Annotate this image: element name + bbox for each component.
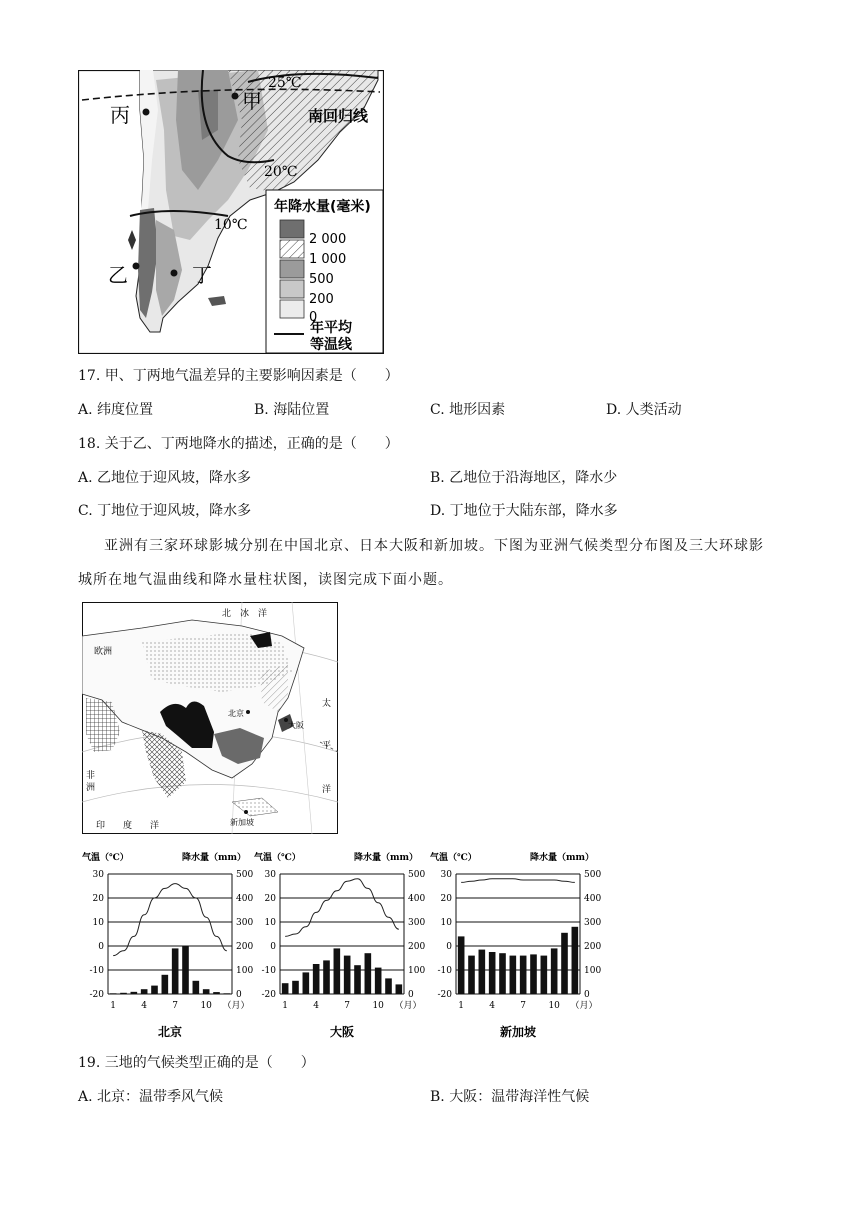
precip-bar (323, 960, 330, 994)
month-tick-label: 1 (458, 1001, 465, 1011)
precip-tick-label: 300 (236, 918, 254, 928)
precip-tick-label: 200 (584, 942, 602, 952)
q17-option-c[interactable]: C. 地形因素 (430, 402, 506, 418)
month-tick-label: 7 (344, 1001, 351, 1011)
temp-tick-label: 20 (440, 894, 452, 904)
precip-bar (282, 983, 289, 994)
precip-tick-label: 500 (236, 870, 254, 880)
temp-tick-label: 30 (92, 870, 104, 880)
svg-text:等温线: 等温线 (310, 337, 352, 353)
precip-bar (303, 972, 310, 994)
precip-bar (141, 989, 148, 994)
temperature-curve (285, 879, 399, 937)
temp-axis-label: 气温（℃） (82, 853, 129, 863)
label-pacific-2: 平 (322, 741, 332, 751)
question-17-stem: 17. 甲、丁两地气温差异的主要影响因素是（ ） (78, 368, 399, 384)
precip-bar (520, 956, 527, 994)
precip-bar (203, 989, 210, 994)
temp-tick-label: -20 (89, 990, 104, 1000)
q19-option-a[interactable]: A. 北京：温带季风气候 (78, 1089, 224, 1105)
svg-text:1 000: 1 000 (309, 252, 347, 267)
precip-tick-label: 100 (236, 966, 254, 976)
month-tick-label: 4 (313, 1001, 320, 1011)
precip-bar (385, 978, 392, 994)
month-tick-label: 4 (141, 1001, 148, 1011)
precip-bar (292, 981, 299, 994)
q19-option-b[interactable]: B. 大阪：温带海洋性气候 (430, 1089, 590, 1105)
climate-charts (78, 846, 618, 1042)
precip-tick-label: 300 (408, 918, 426, 928)
month-unit-label: （月） (394, 1001, 422, 1011)
temp-tick-label: 10 (264, 918, 276, 928)
chart-title: 新加坡 (499, 1025, 537, 1039)
temp-tick-label: 30 (264, 870, 276, 880)
precip-bar (224, 993, 231, 994)
month-tick-label: 10 (372, 1001, 384, 1011)
label-osaka: 大阪 (288, 721, 304, 730)
point-jia (232, 93, 239, 100)
precip-bar (151, 986, 158, 994)
month-unit-label: （月） (222, 1001, 250, 1011)
label-ding: 丁 (192, 263, 212, 287)
precip-tick-label: 500 (584, 870, 602, 880)
q18-option-c[interactable]: C. 丁地位于迎风坡，降水多 (78, 503, 252, 519)
label-arctic: 北 冰 洋 (222, 609, 268, 619)
precip-tick-label: 200 (408, 942, 426, 952)
precip-bar (510, 956, 517, 994)
precip-bar (365, 953, 372, 994)
precip-tick-label: 400 (408, 894, 426, 904)
label-bing: 丙 (110, 103, 130, 127)
precip-bar (182, 946, 189, 994)
question-19-stem: 19. 三地的气候类型正确的是（ ） (78, 1055, 315, 1071)
temp-tick-label: 20 (92, 894, 104, 904)
precip-bar (479, 950, 486, 994)
label-25c: 25℃ (268, 75, 302, 91)
temperature-curve (113, 884, 227, 956)
precip-axis-label: 降水量（mm） (354, 853, 419, 863)
month-tick-label: 1 (282, 1001, 289, 1011)
temp-tick-label: 0 (446, 942, 452, 952)
label-singapore: 新加坡 (230, 818, 254, 827)
precip-tick-label: 100 (584, 966, 602, 976)
precip-bar (375, 968, 382, 994)
passage-line-1: 亚洲有三家环球影城分别在中国北京、日本大阪和新加坡。下图为亚洲气候类型分布图及三大环球影 (104, 538, 764, 554)
label-beijing: 北京 (228, 709, 244, 718)
precip-tick-label: 0 (584, 990, 590, 1000)
label-indian-ocean: 印 度 洋 (96, 821, 160, 831)
passage-line-2: 城所在地气温曲线和降水量柱状图，读图完成下面小题。 (78, 572, 453, 588)
label-20c: 20℃ (264, 164, 298, 180)
precip-bar (193, 981, 200, 994)
precip-bar (131, 992, 138, 994)
precip-axis-label: 降水量（mm） (182, 853, 247, 863)
precip-tick-label: 500 (408, 870, 426, 880)
chart-title: 北京 (157, 1025, 183, 1039)
svg-text:年降水量(毫米): 年降水量(毫米) (274, 199, 371, 215)
precip-bar (572, 927, 579, 994)
precip-tick-label: 300 (584, 918, 602, 928)
precip-bar (499, 953, 506, 994)
precip-bar (344, 956, 351, 994)
question-18-stem: 18. 关于乙、丁两地降水的描述，正确的是（ ） (78, 436, 399, 452)
temp-tick-label: 0 (98, 942, 104, 952)
temp-axis-label: 气温（℃） (254, 853, 301, 863)
precip-bar (213, 992, 220, 994)
label-africa-2: 洲 (86, 783, 96, 793)
precip-bar (489, 952, 496, 994)
label-10c: 10℃ (214, 217, 248, 233)
month-tick-label: 4 (489, 1001, 496, 1011)
label-pacific-1: 太 (322, 699, 332, 709)
precip-bar (541, 956, 548, 994)
precip-bar (396, 984, 403, 994)
month-tick-label: 10 (548, 1001, 560, 1011)
beijing-dot (246, 710, 250, 714)
temp-tick-label: 20 (264, 894, 276, 904)
precip-bar (530, 954, 537, 994)
temp-tick-label: 0 (270, 942, 276, 952)
temp-axis-label: 气温（℃） (430, 853, 477, 863)
precip-bar (162, 975, 169, 994)
temp-tick-label: 10 (440, 918, 452, 928)
precip-tick-label: 400 (584, 894, 602, 904)
precip-tick-label: 400 (236, 894, 254, 904)
svg-text:0: 0 (309, 310, 318, 325)
temp-tick-label: 10 (92, 918, 104, 928)
label-europe: 欧洲 (94, 647, 113, 657)
temp-tick-label: -10 (437, 966, 452, 976)
precip-tick-label: 100 (408, 966, 426, 976)
month-tick-label: 7 (520, 1001, 527, 1011)
precip-bar (561, 933, 568, 994)
precip-bar (458, 936, 465, 994)
label-tropic: 南回归线 (308, 107, 369, 125)
label-yi: 乙 (108, 263, 128, 287)
month-unit-label: （月） (570, 1001, 598, 1011)
month-tick-label: 1 (110, 1001, 117, 1011)
asia-climate-map (82, 602, 338, 834)
q18-option-d[interactable]: D. 丁地位于大陆东部，降水多 (430, 503, 618, 519)
precip-tick-label: 0 (408, 990, 414, 1000)
svg-text:2 000: 2 000 (309, 232, 347, 247)
temperature-curve (461, 879, 575, 883)
singapore-dot (244, 810, 248, 814)
temp-tick-label: -10 (261, 966, 276, 976)
precip-tick-label: 200 (236, 942, 254, 952)
label-africa-1: 非 (86, 771, 96, 781)
point-ding (171, 270, 178, 277)
month-tick-label: 10 (200, 1001, 212, 1011)
precip-bar (334, 948, 341, 994)
temp-tick-label: -20 (261, 990, 276, 1000)
precip-bar (172, 948, 179, 994)
q17-option-b[interactable]: B. 海陆位置 (254, 402, 330, 418)
svg-text:500: 500 (309, 272, 334, 287)
precip-axis-label: 降水量（mm） (530, 853, 595, 863)
q17-option-d[interactable]: D. 人类活动 (606, 402, 682, 418)
temp-tick-label: 30 (440, 870, 452, 880)
q17-option-a[interactable]: A. 纬度位置 (78, 402, 154, 418)
precip-bar (354, 965, 361, 994)
q18-option-a[interactable]: A. 乙地位于迎风坡，降水多 (78, 470, 252, 486)
point-bing (143, 109, 150, 116)
precip-bar (468, 956, 475, 994)
q18-option-b[interactable]: B. 乙地位于沿海地区，降水少 (430, 470, 618, 486)
precip-bar (110, 993, 117, 994)
svg-text:年平均: 年平均 (310, 320, 352, 336)
south-america-precipitation-map (78, 70, 384, 354)
chart-title: 大阪 (329, 1025, 355, 1039)
temp-tick-label: -10 (89, 966, 104, 976)
precip-bar (313, 964, 320, 994)
precip-tick-label: 0 (236, 990, 242, 1000)
temp-tick-label: -20 (437, 990, 452, 1000)
label-jia: 甲 (242, 89, 262, 113)
precipitation-legend (266, 190, 383, 353)
label-pacific-3: 洋 (322, 785, 332, 795)
precip-bar (120, 993, 127, 994)
precip-bar (551, 948, 558, 994)
month-tick-label: 7 (172, 1001, 179, 1011)
svg-text:200: 200 (309, 292, 334, 307)
point-yi (133, 263, 140, 270)
